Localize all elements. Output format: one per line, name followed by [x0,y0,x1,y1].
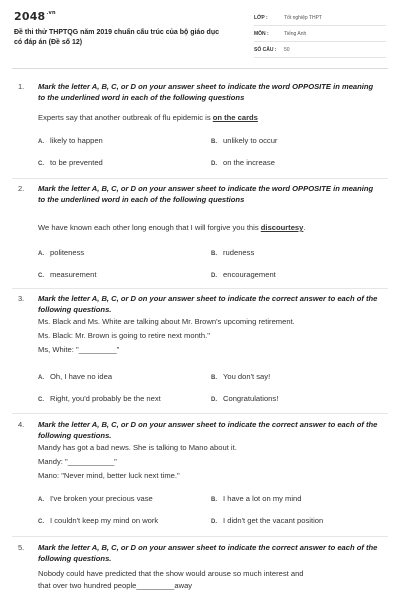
question-number: 3. [18,294,25,303]
option-letter: B. [211,375,217,381]
option-a[interactable] [38,372,112,381]
dialogue-line: Mandy has got a bad news. She is talking to Mano about it. [38,443,237,452]
option-letter: A. [38,251,44,257]
question-instruction: Mark the letter A, B, C, or D on your answer sheet to indicate the correct answer to each of the following questions. [38,294,378,314]
question-number: 1. [18,82,25,91]
question-instruction: Mark the letter A, B, C, or D on your answer sheet to indicate the correct answer to each of the following questions. [38,543,378,563]
option-letter: A. [38,497,44,503]
meta-subject-row [254,30,386,42]
logo-suffix: .vn [46,10,56,16]
option-b[interactable] [211,494,302,503]
option-text: Right, you'd probably be the next [50,394,161,403]
question-number: 4. [18,420,25,429]
option-c[interactable] [38,394,161,403]
question-number: 5. [18,543,25,552]
option-letter: C. [38,273,44,279]
question-text-line: Nobody could have predicted that the show would arouse so much interest and [38,569,304,578]
question-5 [18,543,382,597]
underlined-word: discourtesy [260,223,304,232]
meta-label: MÔN : [254,31,269,37]
question-instruction: Mark the letter A, B, C, or D on your answer sheet to indicate the correct answer to each of the following questions. [38,420,378,440]
question-text-before: We have known each other long enough that I will forgive you this [38,223,261,232]
option-letter: D. [211,273,217,279]
underlined-word: on the cards [212,113,258,122]
option-c[interactable] [38,516,158,525]
option-d[interactable] [211,394,278,403]
option-text: to be prevented [50,158,103,167]
option-letter: A. [38,139,44,145]
dialogue-line: Mano: "Never mind, better luck next time." [38,471,180,480]
question-text-after: . [303,223,306,232]
dialogue-line: Ms, White: "_________" [38,345,120,354]
document-title: Đề thi thử THPTQG năm 2019 chuẩn cấu trúc của bộ giáo dục có đáp án (Đề số 12) [14,29,219,46]
site-logo[interactable] [14,10,56,23]
option-text: I have a lot on my mind [223,494,302,503]
question-divider [12,288,388,289]
exam-header [14,8,386,60]
meta-value: Tiếng Anh [284,31,307,37]
option-text: Congratulations! [223,394,279,403]
question-text [38,222,382,233]
question-4 [18,420,382,534]
option-a[interactable] [38,494,153,503]
option-c[interactable] [38,270,96,279]
dialogue-line: Ms. Black and Ms. White are talking about Mr. Brown's upcoming retirement. [38,317,295,326]
option-text: Oh, I have no idea [50,372,113,381]
option-letter: B. [211,139,217,145]
meta-label: LỚP : [254,15,268,21]
option-c[interactable] [38,158,103,167]
meta-label: SỐ CÂU : [254,47,277,53]
option-letter: C. [38,519,44,525]
header-divider [12,68,388,69]
option-b[interactable] [211,248,254,257]
option-text: rudeness [223,248,255,257]
option-letter: A. [38,375,44,381]
option-text: unlikely to occur [223,136,278,145]
option-d[interactable] [211,158,275,167]
option-letter: C. [38,161,44,167]
question-text-before: Experts say that another outbreak of flu epidemic is [38,113,213,122]
question-text-line: that over two hundred people_________away [38,581,193,590]
option-d[interactable] [211,516,323,525]
question-instruction: Mark the letter A, B, C, or D on your answer sheet to indicate the word OPPOSITE in meaning to the underlined word in each of the following questions [38,184,374,204]
option-text: encouragement [223,270,276,279]
question-text [38,112,382,123]
meta-value: Tốt nghiệp THPT [284,15,322,21]
option-text: measurement [50,270,97,279]
meta-count-row [254,46,386,58]
option-b[interactable] [211,372,270,381]
question-divider [12,178,388,179]
question-instruction: Mark the letter A, B, C, or D on your answer sheet to indicate the word OPPOSITE in meaning to the underlined word in each of the following questions [38,82,374,102]
option-d[interactable] [211,270,276,279]
question-3 [18,294,382,410]
option-text: likely to happen [50,136,103,145]
meta-class-row [254,14,386,26]
dialogue-line: Ms. Black: Mr. Brown is going to retire next month." [38,331,210,340]
option-b[interactable] [211,136,277,145]
question-divider [12,413,388,414]
option-a[interactable] [38,248,84,257]
option-text: I didn't get the vacant position [223,516,324,525]
exam-meta [254,14,386,62]
option-text: on the increase [223,158,275,167]
question-number: 2. [18,184,25,193]
question-1 [18,82,382,178]
option-a[interactable] [38,136,103,145]
option-text: I couldn't keep my mind on work [50,516,159,525]
option-letter: D. [211,397,217,403]
meta-value: 50 [284,47,290,53]
option-text: I've broken your precious vase [50,494,153,503]
question-2 [18,184,382,284]
dialogue-line: Mandy: "___________" [38,457,117,466]
option-letter: B. [211,251,217,257]
option-letter: B. [211,497,217,503]
option-letter: C. [38,397,44,403]
question-divider [12,536,388,537]
option-text: You don't say! [223,372,271,381]
option-text: politeness [50,248,85,257]
logo-text: 2048 [14,10,46,23]
option-letter: D. [211,519,217,525]
option-letter: D. [211,161,217,167]
